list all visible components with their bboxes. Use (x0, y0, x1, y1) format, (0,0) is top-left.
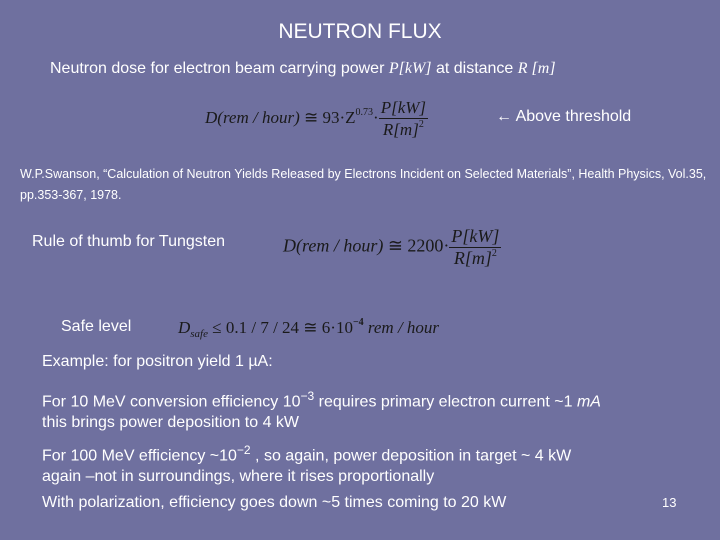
safe-expr: ≤ 0.1 / 7 / 24 ≅ 6·10 (212, 318, 353, 337)
example-line3-exp: −2 (236, 443, 251, 457)
example-paragraph-1 (42, 386, 692, 433)
neutron-dose-formula: D(rem / hour) ≅ $93\cdot Z^{0.73}\cdot$ $\frac{P[kW]}{R[m]^2}$ (205, 98, 427, 139)
tungsten-formula: D(rem / hour) ≅ 2200· $\frac{P[kW]}{R[m]^2}$ (283, 226, 500, 268)
slide-title: NEUTRON FLUX (278, 20, 442, 43)
safe-subscript: safe (190, 328, 209, 340)
intro-line (50, 60, 556, 78)
safe-exponent: −4 (352, 317, 364, 328)
distance-symbol: R [m] (517, 60, 556, 77)
intro-text-middle: at distance (431, 60, 518, 77)
rule-lhs: D(rem / hour) (283, 235, 384, 256)
safe-lhs: D (178, 318, 191, 337)
rule-approx: ≅ 2200 (387, 235, 444, 256)
example-line5: With polarization, efficiency goes down ~5 times coming to 20 kW (42, 494, 507, 511)
page-number: 13 (662, 495, 677, 510)
safe-unit: rem / hour (363, 318, 440, 337)
safe-label: Safe level (61, 318, 132, 335)
formula1-approx: ≅ 93·Z (304, 107, 356, 127)
formula1-exponent: 0.73 (355, 106, 374, 118)
intro-text-before: Neutron dose for electron beam carrying power (50, 60, 389, 77)
formula1-fraction (379, 98, 428, 140)
threshold-note: ← Above threshold (496, 108, 632, 125)
formula1-den-exponent: 2 (418, 119, 424, 130)
example-line3-b: , so again, power deposition in target ~ 4 kW (250, 447, 572, 465)
rule-denominator: R[m] (453, 248, 492, 268)
example-paragraph-2 (42, 440, 692, 487)
example-label: Example: for positron yield 1 µA: (42, 353, 273, 370)
example-line4: again –not in surroundings, where it rises proportionally (42, 468, 435, 486)
rule-fraction (449, 226, 501, 269)
rule-label: Rule of thumb for Tungsten (32, 233, 225, 250)
power-symbol: P[kW] (388, 60, 432, 77)
example-line1-unit: mA (576, 393, 601, 411)
formula1-numerator: P[kW] (380, 98, 427, 117)
example-line2: this brings power deposition to 4 kW (42, 414, 300, 432)
reference-citation: W.P.Swanson, “Calculation of Neutron Yields Released by Electrons Incident on Selected Materials”, Health Physics, Vol.35, pp.353-367, 1978. (20, 167, 707, 202)
formula1-denominator: R[m] (382, 120, 419, 139)
example-line1-a: For 10 MeV conversion efficiency 10 (42, 393, 301, 411)
example-line1-b: requires primary electron current ~1 (314, 393, 577, 411)
example-line1-exp: −3 (300, 389, 315, 403)
formula1-lhs: D(rem / hour) (205, 107, 300, 127)
example-line3-a: For 100 MeV efficiency ~10 (42, 447, 237, 465)
rule-den-exponent: 2 (491, 248, 497, 259)
rule-numerator: P[kW] (451, 226, 500, 246)
safe-level-formula (178, 317, 439, 340)
